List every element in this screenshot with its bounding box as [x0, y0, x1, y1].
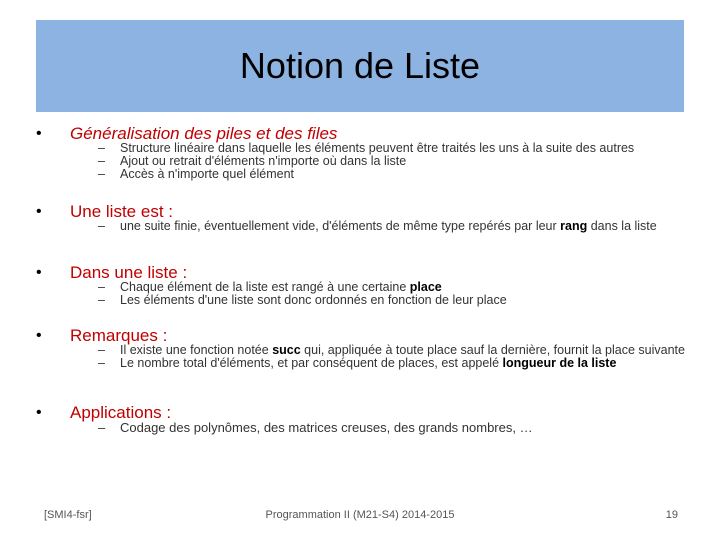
term-rang: rang: [560, 219, 588, 233]
sub-item: – Ajout ou retrait d'éléments n'importe où dans la liste: [98, 154, 407, 168]
bullet: •: [36, 203, 42, 220]
sub-item: – une suite finie, éventuellement vide, d'éléments de même type repérés par leur rang dans la liste: [98, 219, 657, 233]
sub-item: – Accès à n'importe quel élément: [98, 167, 295, 181]
term-succ: succ: [272, 343, 301, 357]
sub-item-text: Les éléments d'une liste sont donc ordonnés en fonction de leur place: [120, 293, 507, 307]
bullet: •: [36, 264, 42, 281]
page-number: 19: [665, 509, 678, 521]
sub-item: – Chaque élément de la liste est rangé à une certaine place: [98, 280, 442, 294]
sub-list: [98, 281, 708, 307]
slide-title: Notion de Liste: [239, 45, 481, 86]
sub-list: [98, 220, 708, 233]
sub-list: [98, 344, 708, 370]
sub-item-text: qui, appliquée à toute place sauf la dernière, fournit la place suivante: [300, 343, 685, 357]
bullet: •: [36, 125, 42, 142]
footer-left: [SMI4-fsr]: [44, 509, 92, 521]
sub-item-text: Ajout ou retrait d'éléments n'importe où dans la liste: [120, 154, 407, 168]
title-band: [36, 20, 684, 112]
sub-item-text: Il existe une fonction notée: [120, 343, 273, 357]
sub-item-text: dans la liste: [587, 219, 657, 233]
bullet: •: [36, 327, 42, 344]
sub-item-text: Structure linéaire dans laquelle les éléments peuvent être traités les uns à la suite des autres: [120, 141, 635, 155]
section-heading: Une liste est :: [70, 202, 173, 221]
sub-list: [98, 421, 708, 434]
sub-item: – Structure linéaire dans laquelle les éléments peuvent être traités les uns à la suite des autres: [98, 141, 635, 155]
term-longueur: longueur de la liste: [502, 356, 617, 370]
sub-item: – Codage des polynômes, des matrices creuses, des grands nombres, …: [98, 420, 533, 435]
term-place: place: [409, 280, 442, 294]
sub-item-text: une suite finie, éventuellement vide, d'éléments de même type repérés par leur: [120, 219, 561, 233]
sub-item-text: Chaque élément de la liste est rangé à une certaine: [120, 280, 410, 294]
section-heading: Remarques :: [70, 326, 168, 345]
sub-item-text: Le nombre total d'éléments, et par conséquent de places, est appelé: [120, 356, 503, 370]
section-heading: Généralisation des piles et des files: [70, 124, 338, 143]
section-heading: Applications :: [70, 403, 172, 422]
bullet: •: [36, 404, 42, 421]
sub-item: – Les éléments d'une liste sont donc ordonnés en fonction de leur place: [98, 293, 507, 307]
sub-item-text: Codage des polynômes, des matrices creuses, des grands nombres, …: [120, 420, 533, 435]
sub-item: – Le nombre total d'éléments, et par conséquent de places, est appelé longueur de la liste: [98, 356, 617, 370]
sub-item-text: Accès à n'importe quel élément: [120, 167, 295, 181]
sub-list: [98, 142, 708, 181]
section-heading: Dans une liste :: [70, 263, 188, 282]
footer-center: Programmation II (M21-S4) 2014-2015: [265, 509, 455, 521]
sub-item: – Il existe une fonction notée succ qui, appliquée à toute place sauf la dernière, fournit la place suivante: [98, 343, 685, 357]
